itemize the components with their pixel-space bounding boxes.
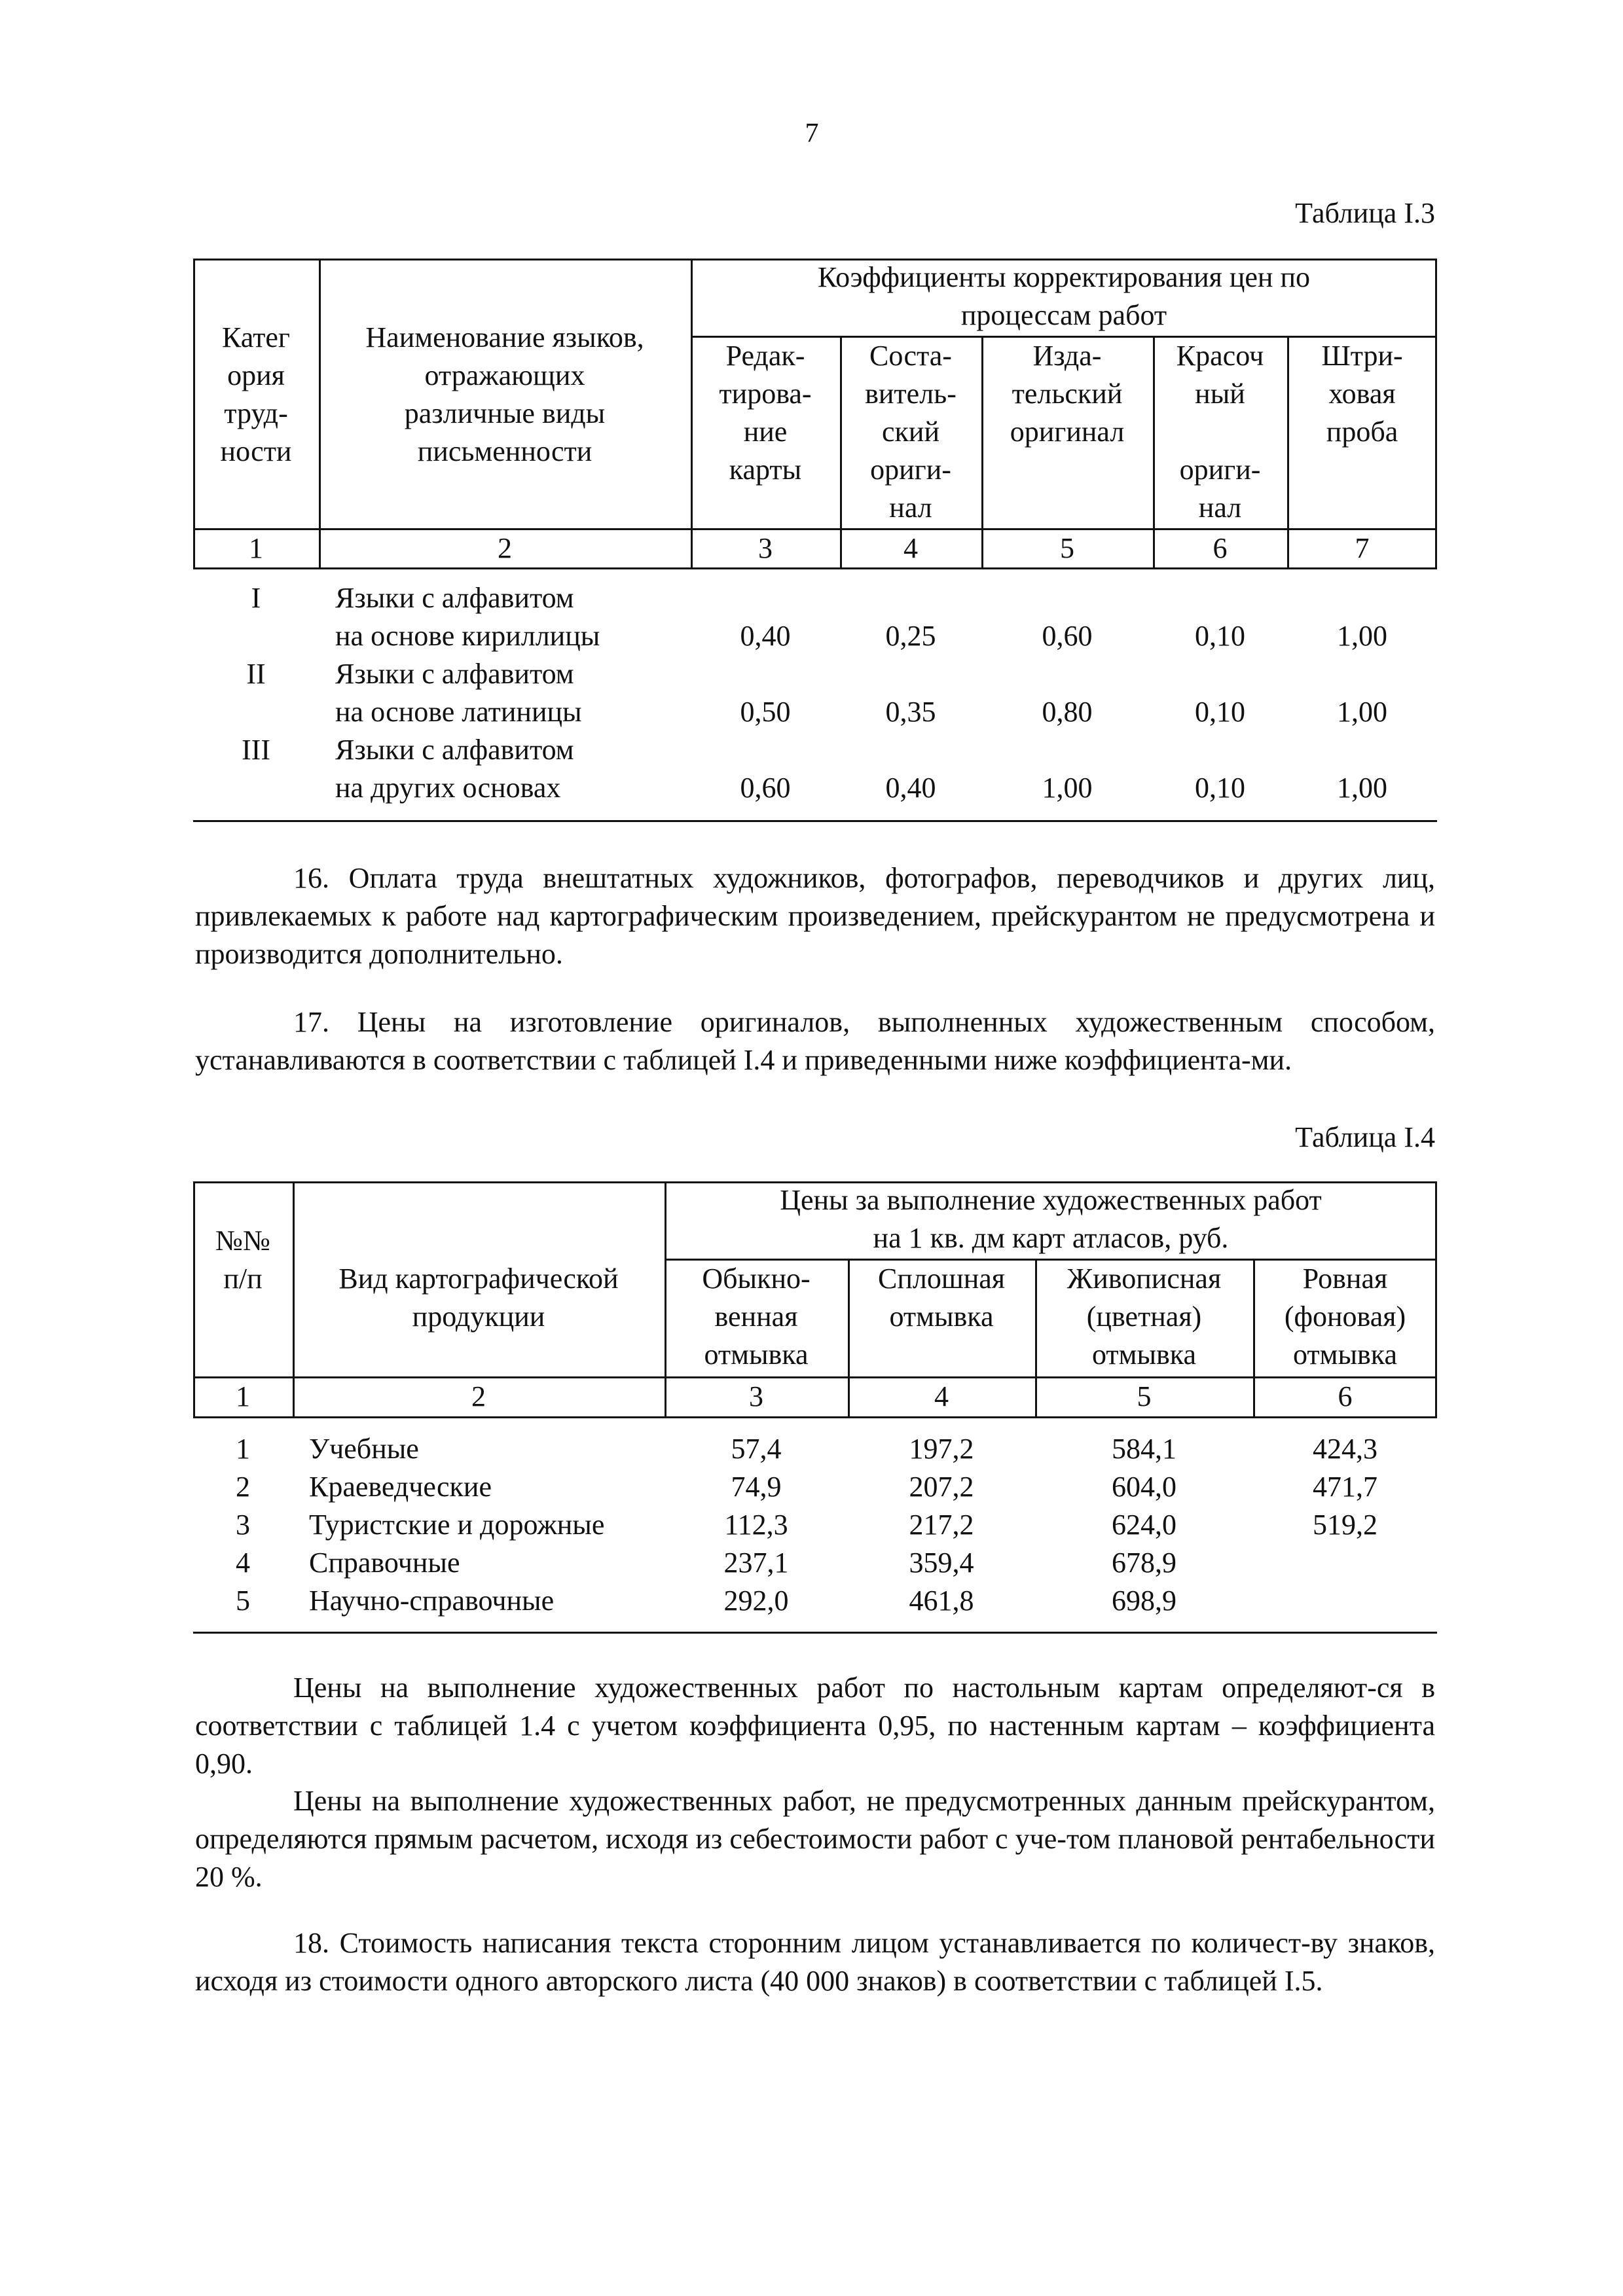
col-number: 5	[1137, 1380, 1152, 1412]
page-number: 7	[805, 118, 819, 149]
col-number: 4	[934, 1380, 949, 1412]
table-bottom-rule	[193, 1632, 1437, 1634]
header-ordinary-wash: Обыкно- венная отмывка	[702, 1263, 811, 1371]
header-publishing-original: Изда- тельский оригинал	[1010, 340, 1125, 448]
header-line-proof: Штри- ховая проба	[1321, 340, 1403, 448]
header-color-original: Красоч ный ориги- нал	[1176, 340, 1264, 524]
table-bottom-rule	[193, 820, 1437, 822]
header-language-name: Наименование языков, отражающих различные виды письменности	[365, 321, 644, 467]
col-number: 3	[758, 532, 773, 564]
table-row: 3 Туристские и дорожные 112,3 217,2 624,0 519,2	[236, 1509, 1377, 1541]
table-row: 2 Краеведческие 74,9 207,2 604,0 471,7	[236, 1471, 1377, 1503]
header-even-wash: Ровная (фоновая) отмывка	[1284, 1263, 1406, 1371]
col-number: 1	[236, 1380, 250, 1412]
header-prices-group: Цены за выполнение художественных работ на 1 кв. дм карт атласов, руб.	[780, 1184, 1322, 1254]
col-number: 6	[1213, 532, 1228, 564]
header-solid-wash: Сплошная отмывка	[877, 1263, 1006, 1333]
table-1-3: Катег ория труд- ности Наименование языков, отражающих различные виды письменности Коэффициенты корректирования цен по процессам работ Редак- тирова- ние карты Соста- витель- ский ориги- нал Изда- тельский оригинал Красоч ный ориги- нал Штри- ховая проба 1 2 3 4 5 6 7 I Языки с алфавитом на основе кириллицы 0,40 0,25 0,60 0,10 1,00 II Языки с алфавитом на основе латиницы 0,50 0,35 0,80 0,10 1,00 III Языки с алфавитом на других основах 0,60 0,40 1,00 0,10 1,00	[193, 259, 1437, 828]
header-map-editing: Редак- тирова- ние карты	[719, 340, 812, 486]
paragraph-prices-calculation: Цены на выполнение художественных работ, не предусмотренных данным прейскурантом, определяются прямым расчетом, исходя из себестоимости работ с уче-том плановой рентабельности 20 %.	[195, 1785, 1435, 1893]
paragraph-prices-desk-wall: Цены на выполнение художественных работ по настольным картам определяют-ся в соответствии с таблицей 1.4 с учетом коэффициента 0,95, по настенным картам – коэффициента 0,90.	[195, 1672, 1435, 1780]
paragraph-18: 18. Стоимость написания текста сторонним лицом устанавливается по количест-ву знаков, исходя из стоимости одного авторского листа (40 000 знаков) в соответствии с таблицей I.5.	[195, 1927, 1435, 1997]
table-caption-1-3: Таблица I.3	[1295, 197, 1435, 229]
col-number: 3	[749, 1380, 763, 1412]
table-1-4	[193, 1181, 1437, 1640]
header-product-kind: Вид картографической продукции	[338, 1263, 619, 1333]
col-number: 7	[1355, 532, 1370, 564]
table-caption-1-4: Таблица I.4	[1295, 1121, 1435, 1153]
header-coefficients-group: Коэффициенты корректирования цен по процессам работ	[817, 261, 1311, 331]
table-row: 5 Научно-справочные 292,0 461,8 698,9	[236, 1585, 1176, 1617]
header-category: Катег ория труд- ности	[220, 321, 292, 467]
table-row: 4 Справочные 237,1 359,4 678,9	[236, 1547, 1176, 1579]
table-row: 1 Учебные 57,4 197,2 584,1 424,3	[236, 1433, 1377, 1465]
header-compilation-original: Соста- витель- ский ориги- нал	[865, 340, 957, 524]
paragraph-17: 17. Цены на изготовление оригиналов, выполненных художественным способом, устанавливаются в соответствии с таблицей I.4 и приведенными ниже коэффициента-ми.	[195, 1006, 1435, 1076]
col-number: 5	[1060, 532, 1074, 564]
header-pictorial-wash: Живописная (цветная) отмывка	[1067, 1263, 1222, 1371]
header-row-number: №№ п/п	[215, 1225, 270, 1295]
col-number: 2	[471, 1380, 486, 1412]
col-number: 2	[498, 532, 512, 564]
paragraph-16: 16. Оплата труда внештатных художников, фотографов, переводчиков и других лиц, привлекаемых к работе над картографическим произведением, прейскурантом не предусмотрена и производится дополнительно.	[195, 862, 1435, 970]
col-number: 4	[903, 532, 918, 564]
col-number: 6	[1338, 1380, 1353, 1412]
col-number: 1	[249, 532, 263, 564]
